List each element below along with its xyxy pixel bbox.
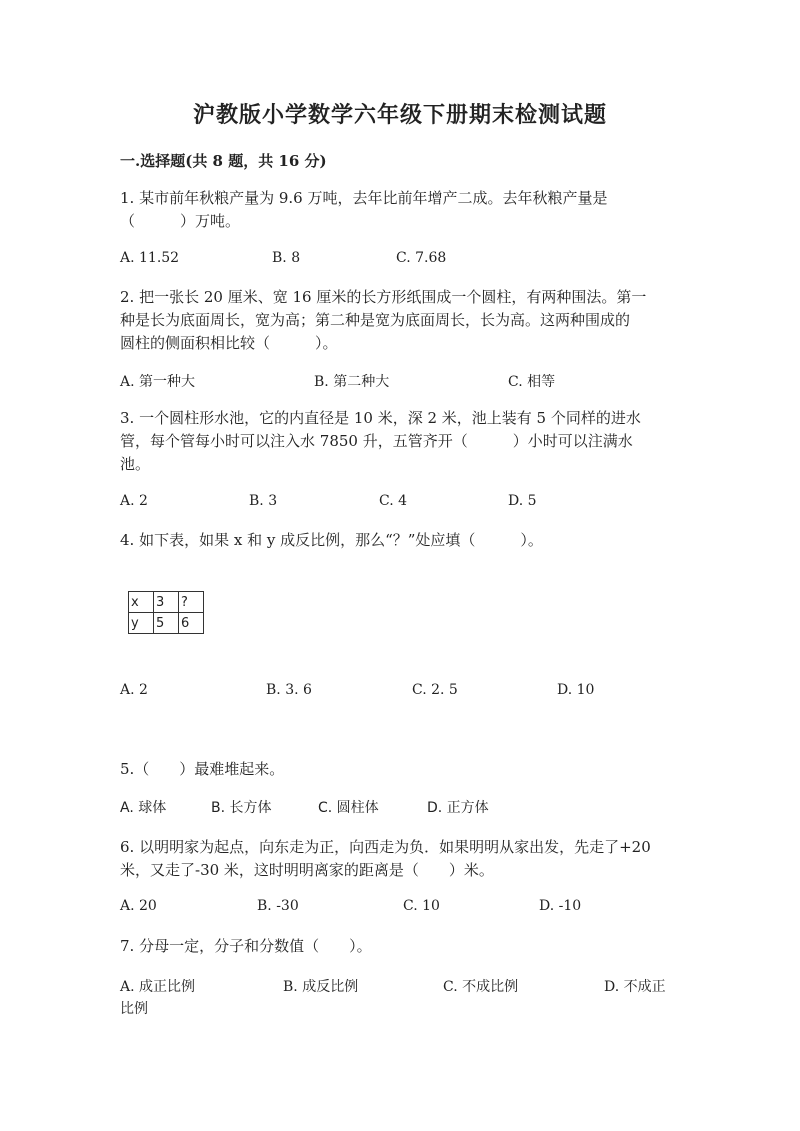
q2-option-b[interactable]: B. 第二种大 — [314, 374, 390, 390]
question-2-line-2: 种是长为底面周长，宽为高；第二种是宽为底面周长，长为高。这两种围成的 — [120, 311, 631, 329]
table-cell: y — [129, 613, 154, 634]
question-1-line-1: 1. 某市前年秋粮产量为 9.6 万吨，去年比前年增产二成。去年秋粮产量是 — [120, 189, 608, 207]
question-3-line-2: 管，每个管每小时可以注入水 7850 升，五管齐开（ ）小时可以注满水 — [120, 432, 633, 450]
q4-option-a[interactable]: A. 2 — [120, 682, 148, 698]
q2-option-a[interactable]: A. 第一种大 — [120, 374, 196, 390]
page-title: 沪教版小学数学六年级下册期末检测试题 — [192, 102, 607, 128]
q1-option-a[interactable]: A. 11.52 — [120, 250, 180, 266]
table-cell: 6 — [179, 613, 204, 634]
table-cell: 5 — [154, 613, 179, 634]
question-2-line-1: 2. 把一张长 20 厘米、宽 16 厘米的长方形纸围成一个圆柱，有两种围法。第一 — [120, 288, 647, 306]
table-cell: 3 — [154, 592, 179, 613]
q5-option-b[interactable]: B. 长方体 — [211, 800, 272, 816]
q5-option-c[interactable]: C. 圆柱体 — [318, 800, 379, 816]
q5-option-a[interactable]: A. 球体 — [120, 800, 167, 816]
q3-option-d[interactable]: D. 5 — [508, 493, 537, 509]
q6-option-c[interactable]: C. 10 — [403, 898, 440, 914]
question-6-line-2: 米，又走了-30 米，这时明明离家的距离是（ ）米。 — [120, 861, 494, 879]
q5-option-d[interactable]: D. 正方体 — [427, 800, 489, 816]
q6-option-b[interactable]: B. -30 — [257, 898, 299, 914]
table-row — [129, 613, 204, 634]
question-3-line-3: 池。 — [120, 455, 151, 473]
q4-option-c[interactable]: C. 2. 5 — [412, 682, 458, 698]
q6-option-a[interactable]: A. 20 — [120, 898, 157, 914]
question-4-line-1: 4. 如下表，如果 x 和 y 成反比例，那么“？”处应填（ ）。 — [120, 531, 543, 549]
q1-option-c[interactable]: C. 7.68 — [396, 250, 447, 266]
q3-option-a[interactable]: A. 2 — [120, 493, 148, 509]
q1-option-b[interactable]: B. 8 — [272, 250, 301, 266]
question-6-line-1: 6. 以明明家为起点，向东走为正，向西走为负．如果明明从家出发，先走了+20 — [120, 838, 651, 856]
q3-option-c[interactable]: C. 4 — [379, 493, 408, 509]
q4-option-d[interactable]: D. 10 — [557, 682, 595, 698]
question-7-line-1: 7. 分母一定，分子和分数值（ ）。 — [120, 937, 372, 955]
question-1-line-2: （ ）万吨。 — [120, 212, 241, 230]
q2-option-c[interactable]: C. 相等 — [508, 374, 556, 390]
q7-option-d[interactable]: D. 不成正 — [604, 979, 666, 995]
table-row — [129, 592, 204, 613]
q7-option-c[interactable]: C. 不成比例 — [443, 979, 519, 995]
ratio-table — [128, 591, 204, 634]
q4-option-b[interactable]: B. 3. 6 — [266, 682, 312, 698]
section-heading: 一.选择题(共 8 题，共 16 分) — [120, 152, 327, 170]
table-cell: x — [129, 592, 154, 613]
question-5-line-1: 5.（ ）最难堆起来。 — [120, 760, 285, 778]
q7-option-d-continued: 比例 — [120, 1001, 148, 1017]
question-3-line-1: 3. 一个圆柱形水池，它的内直径是 10 米，深 2 米，池上装有 5 个同样的进水 — [120, 409, 641, 427]
table-cell: ? — [179, 592, 204, 613]
q3-option-b[interactable]: B. 3 — [249, 493, 278, 509]
q7-option-b[interactable]: B. 成反比例 — [283, 979, 359, 995]
q7-option-a[interactable]: A. 成正比例 — [120, 979, 196, 995]
q6-option-d[interactable]: D. -10 — [539, 898, 582, 914]
question-2-line-3: 圆柱的侧面积相比较（ ）。 — [120, 334, 338, 352]
